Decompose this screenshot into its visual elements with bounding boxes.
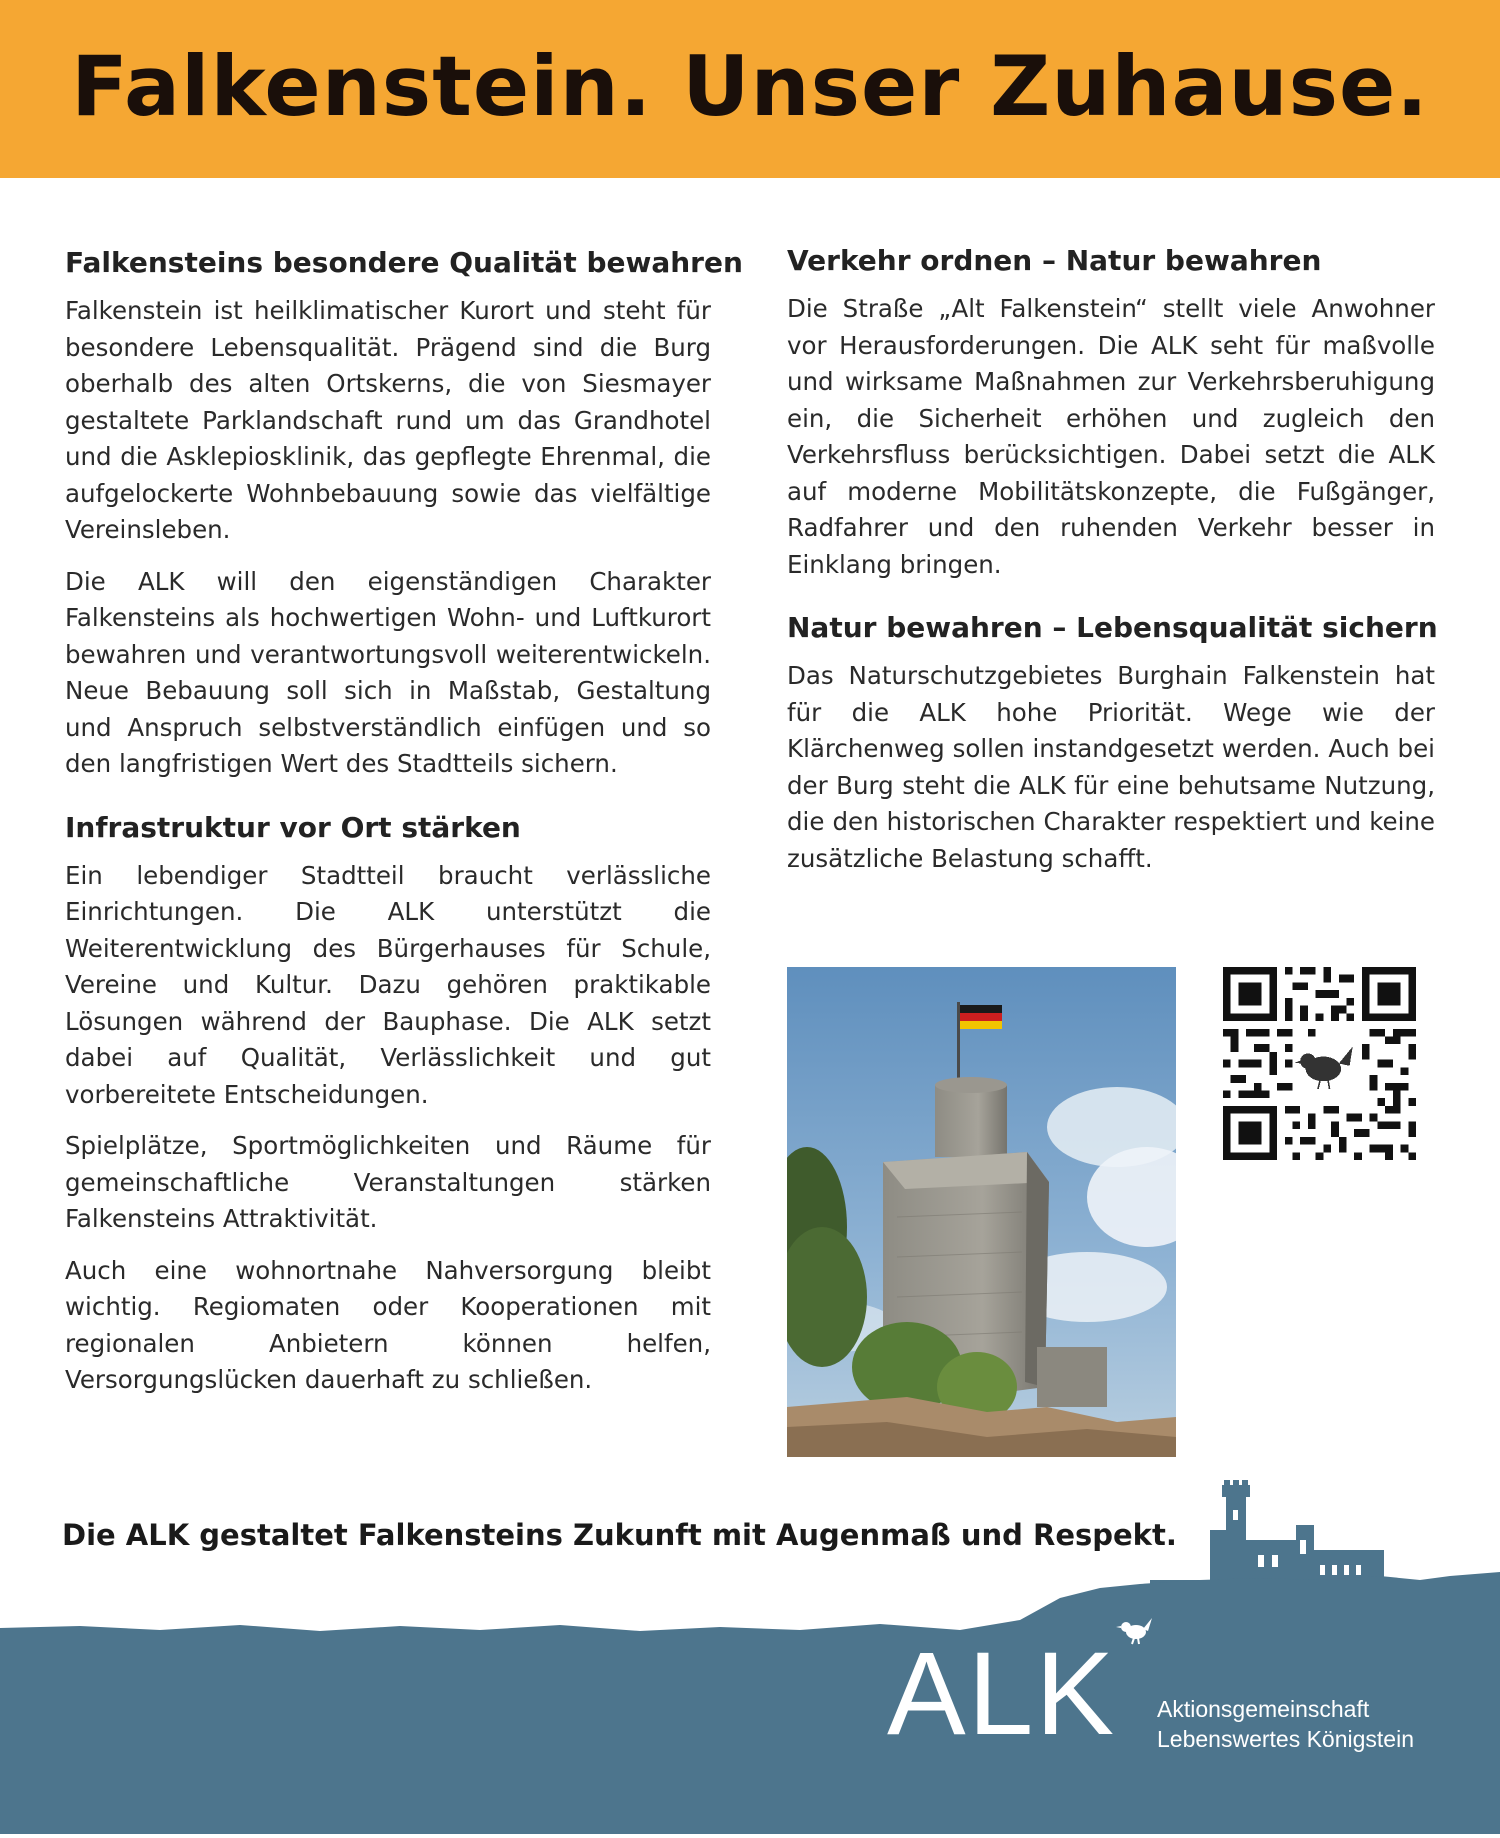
section-paragraph: Spielplätze, Sportmöglichkeiten und Räume für gemeinschaftliche Veranstaltungen stärken Falkensteins Attraktivität. bbox=[65, 1131, 711, 1233]
footer-banner bbox=[0, 1480, 1500, 1834]
left-column bbox=[65, 246, 743, 1414]
qr-code-icon[interactable] bbox=[1223, 967, 1416, 1160]
section-paragraph: Auch eine wohnortnahe Nahversorgung bleibt wichtig. Regiomaten oder Kooperationen mit regionalen Anbietern können helfen, Versorgungslücken dauerhaft zu schließen. bbox=[65, 1255, 711, 1394]
section-paragraph: Ein lebendiger Stadtteil braucht verlässliche Einrichtungen. Die ALK unterstützt die Weiterentwicklung des Bürgerhauses für Schule, Vereine und Kultur. Dazu gehören praktikable Lösungen während der Bauphase. Die ALK setzt dabei auf Qualität, Verlässlichkeit und gut vorbereitete Entscheidungen. bbox=[65, 860, 711, 1109]
section-paragraph: Das Naturschutzgebietes Burghain Falkenstein hat für die ALK hohe Priorität. Wege wie der Klärchenweg sollen instandgesetzt werden. Auch bei der Burg steht die ALK für eine behutsame Nutzung, die den historischen Charakter respektiert und keine zusätzliche Belastung schafft. bbox=[787, 661, 1435, 873]
header-banner bbox=[0, 0, 1500, 178]
brand-line-1: Aktionsgemeinschaft bbox=[1157, 1696, 1370, 1722]
page-title: Falkenstein. Unser Zuhause. bbox=[71, 38, 1429, 135]
brand-line-2: Lebenswertes Königstein bbox=[1157, 1726, 1414, 1752]
brand-logo: ALK bbox=[887, 1628, 1117, 1760]
section-heading: Falkensteins besondere Qualität bewahren bbox=[65, 246, 743, 279]
section-heading: Infrastruktur vor Ort stärken bbox=[65, 810, 521, 844]
section-paragraph: Die Straße „Alt Falkenstein“ stellt viele Anwohner vor Herausforderungen. Die ALK seht für maßvolle und wirksame Maßnahmen zur Verkehrsberuhigung ein, die Sicherheit erhöhen und zugleich den Verkehrsfluss berücksichtigen. Dabei setzt die ALK auf moderne Mobilitätskonzepte, die Fußgänger, Radfahrer und den ruhenden Verkehr besser in Einklang bringen. bbox=[787, 294, 1435, 579]
section-paragraph: Falkenstein ist heilklimatischer Kurort und steht für besondere Lebensqualität. Prägend sind die Burg oberhalb des alten Ortskerns, die von Siesmayer gestaltete Parklandschaft rund um das Grandhotel und die Asklepiosklinik, das gepflegte Ehrenmal, die aufgelockerte Wohnbebauung sowie das vielfältige Vereinsleben. bbox=[65, 296, 711, 544]
section-infrastruktur bbox=[65, 811, 711, 1399]
section-paragraph: Die ALK will den eigenständigen Charakter Falkensteins als hochwertigen Wohn- und Luftkurort bewahren und verantwortungsvoll weiterentwickeln. Neue Bebauung soll sich in Maßstab, Gestaltung und Anspruch selbstverständlich einfügen und so den langfristigen Wert des Stadtteils sichern. bbox=[65, 566, 711, 778]
castle-tower-photo bbox=[787, 967, 1176, 1457]
section-heading: Natur bewahren – Lebensqualität sichern bbox=[787, 611, 1438, 644]
section-verkehr bbox=[787, 244, 1435, 583]
right-column bbox=[787, 244, 1438, 892]
section-heading: Verkehr ordnen – Natur bewahren bbox=[787, 244, 1322, 277]
closing-slogan: Die ALK gestaltet Falkensteins Zukunft mit Augenmaß und Respekt. bbox=[62, 1518, 1177, 1552]
brand-full-name bbox=[1157, 1694, 1414, 1754]
section-natur bbox=[787, 611, 1438, 877]
section-qualitaet bbox=[65, 246, 743, 783]
